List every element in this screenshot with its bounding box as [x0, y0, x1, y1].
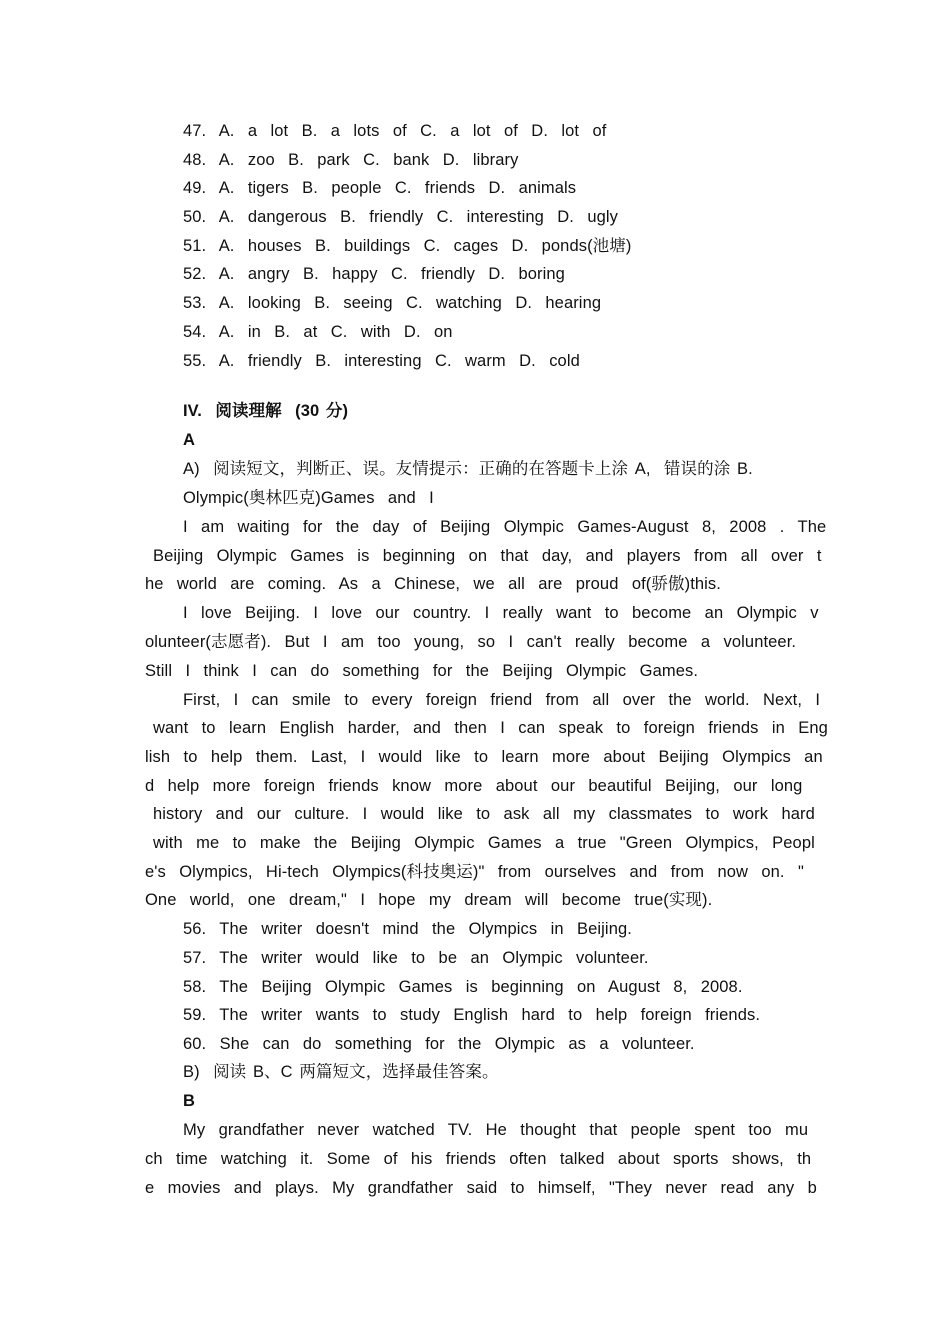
passage-a-line: olunteer(志愿者). But I am too young, so I can't really become a volunteer.	[145, 633, 797, 651]
passage-a-line: e's Olympics, Hi-tech Olympics(科技奥运)" from ourselves and from now on. "	[145, 863, 804, 881]
passage-a-line: Beijing Olympic Games is beginning on that day, and players from all over t	[153, 547, 822, 565]
option-line-51: 51. A. houses B. buildings C. cages D. ponds(池塘)	[183, 237, 632, 255]
passage-a-line: want to learn English harder, and then I can speak to foreign friends in Eng	[153, 719, 828, 737]
passage-b-line: My grandfather never watched TV. He thought that people spent too mu	[183, 1121, 809, 1139]
passage-a-line: One world, one dream," I hope my dream will become true(实现).	[145, 891, 713, 909]
option-line-55: 55. A. friendly B. interesting C. warm D. cold	[183, 352, 580, 370]
passage-b-line: ch time watching it. Some of his friends often talked about sports shows, th	[145, 1150, 812, 1168]
option-line-47: 47. A. a lot B. a lots of C. a lot of D. lot of	[183, 122, 607, 140]
part-a-instruction: A) 阅读短文，判断正、误。友情提示：正确的在答题卡上涂 A, 错误的涂 B.	[183, 460, 753, 478]
option-line-54: 54. A. in B. at C. with D. on	[183, 323, 453, 341]
section-heading: IV. 阅读理解 (30 分)	[183, 402, 349, 420]
passage-a-line: I am waiting for the day of Beijing Olympic Games-August 8, 2008 . The	[183, 518, 827, 536]
passage-a-line: First, I can smile to every foreign friend from all over the world. Next, I	[183, 691, 821, 709]
option-line-50: 50. A. dangerous B. friendly C. interesting D. ugly	[183, 208, 619, 226]
part-b-instruction: B) 阅读 B、C 两篇短文，选择最佳答案。	[183, 1063, 499, 1081]
part-a-label: A	[183, 431, 196, 449]
option-line-48: 48. A. zoo B. park C. bank D. library	[183, 151, 519, 169]
question-58: 58. The Beijing Olympic Games is beginning on August 8, 2008.	[183, 978, 743, 996]
passage-a-line: history and our culture. I would like to ask all my classmates to work hard	[153, 805, 815, 823]
part-b-label: B	[183, 1092, 196, 1110]
passage-a-line: lish to help them. Last, I would like to learn more about Beijing Olympics an	[145, 748, 823, 766]
question-59: 59. The writer wants to study English hard to help foreign friends.	[183, 1006, 761, 1024]
passage-a-line: Still I think I can do something for the Beijing Olympic Games.	[145, 662, 699, 680]
passage-a-line: d help more foreign friends know more about our beautiful Beijing, our long	[145, 777, 803, 795]
passage-a-title: Olympic(奥林匹克)Games and I	[183, 489, 434, 507]
option-line-49: 49. A. tigers B. people C. friends D. animals	[183, 179, 577, 197]
option-line-52: 52. A. angry B. happy C. friendly D. boring	[183, 265, 565, 283]
question-57: 57. The writer would like to be an Olympic volunteer.	[183, 949, 649, 967]
passage-b-line: e movies and plays. My grandfather said to himself, "They never read any b	[145, 1179, 817, 1197]
passage-a-line: I love Beijing. I love our country. I really want to become an Olympic v	[183, 604, 819, 622]
passage-a-line: with me to make the Beijing Olympic Games a true "Green Olympics, Peopl	[153, 834, 815, 852]
passage-a-line: he world are coming. As a Chinese, we all are proud of(骄傲)this.	[145, 575, 721, 593]
question-60: 60. She can do something for the Olympic as a volunteer.	[183, 1035, 695, 1053]
option-line-53: 53. A. looking B. seeing C. watching D. hearing	[183, 294, 602, 312]
question-56: 56. The writer doesn't mind the Olympics in Beijing.	[183, 920, 632, 938]
